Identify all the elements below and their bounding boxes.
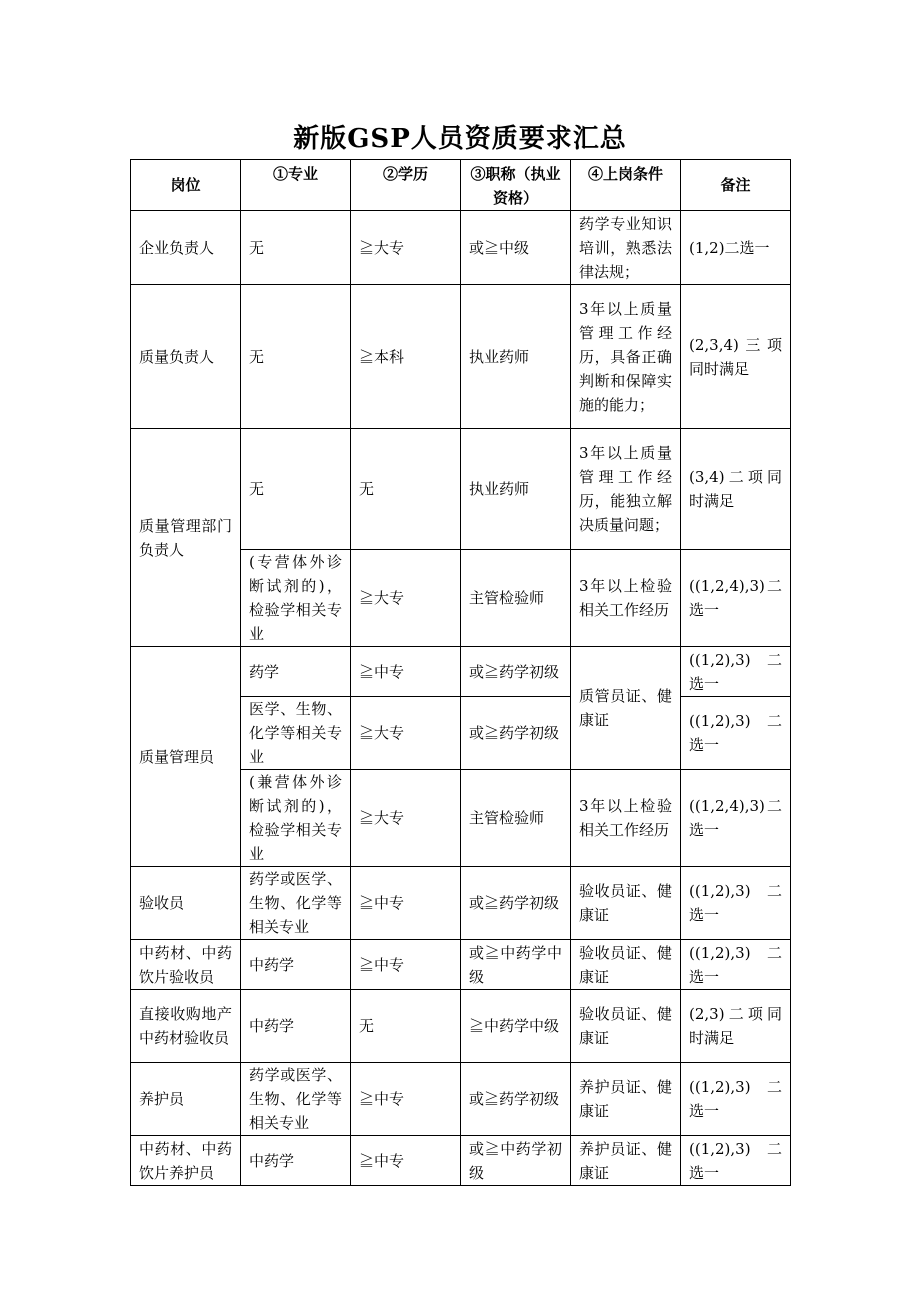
cell-title-qualification: 或≧药学初级	[461, 1063, 571, 1136]
table-row	[131, 647, 791, 697]
cell-title-qualification: 或≧药学初级	[461, 697, 571, 770]
header-row	[131, 160, 791, 211]
page-title: 新版GSP人员资质要求汇总	[293, 124, 627, 154]
cell-education: ≧大专	[351, 770, 461, 867]
table-row	[131, 990, 791, 1063]
qualification-table	[130, 159, 791, 1186]
cell-major: 无	[241, 429, 351, 550]
cell-major: 药学	[241, 647, 351, 697]
cell-conditions: 药学专业知识培训，熟悉法律法规；	[571, 211, 681, 285]
cell-post: 中药材、中药饮片验收员	[131, 940, 241, 990]
header-conditions: ④上岗条件	[571, 160, 681, 211]
header-major: ①专业	[241, 160, 351, 211]
cell-remarks: ((1,2,4),3)二选一	[681, 770, 791, 867]
cell-conditions: 验收员证、健康证	[571, 990, 681, 1063]
cell-conditions: 3年以上检验相关工作经历	[571, 770, 681, 867]
table-row	[131, 1136, 791, 1186]
header-education: ②学历	[351, 160, 461, 211]
cell-major: 无	[241, 211, 351, 285]
cell-conditions: 养护员证、健康证	[571, 1136, 681, 1186]
table-row	[131, 940, 791, 990]
table-row	[131, 429, 791, 550]
cell-major: 中药学	[241, 940, 351, 990]
cell-major: 无	[241, 285, 351, 429]
cell-post: 企业负责人	[131, 211, 241, 285]
cell-education: ≧中专	[351, 940, 461, 990]
table-row	[131, 867, 791, 940]
cell-post: 养护员	[131, 1063, 241, 1136]
cell-remarks: ((1,2),3) 二选一	[681, 697, 791, 770]
cell-major: (专营体外诊断试剂的)，检验学相关专业	[241, 550, 351, 647]
cell-education: ≧大专	[351, 550, 461, 647]
cell-conditions: 3年以上质量管理工作经历，具备正确判断和保障实施的能力；	[571, 285, 681, 429]
cell-conditions: 验收员证、健康证	[571, 940, 681, 990]
cell-post: 中药材、中药饮片养护员	[131, 1136, 241, 1186]
table-row	[131, 285, 791, 429]
cell-remarks: (2,3,4)三项同时满足	[681, 285, 791, 429]
cell-remarks: ((1,2,4),3)二选一	[681, 550, 791, 647]
cell-remarks: ((1,2),3) 二选一	[681, 867, 791, 940]
table-row	[131, 211, 791, 285]
cell-remarks: ((1,2),3) 二选一	[681, 647, 791, 697]
cell-title-qualification: 或≧中级	[461, 211, 571, 285]
cell-title-qualification: 或≧药学初级	[461, 867, 571, 940]
cell-title-qualification: ≧中药学中级	[461, 990, 571, 1063]
cell-education: ≧本科	[351, 285, 461, 429]
table-row	[131, 1063, 791, 1136]
cell-education: ≧中专	[351, 1063, 461, 1136]
cell-remarks: (2,3)二项同时满足	[681, 990, 791, 1063]
cell-major: 医学、生物、化学等相关专业	[241, 697, 351, 770]
cell-education: 无	[351, 429, 461, 550]
cell-education: ≧中专	[351, 647, 461, 697]
cell-title-qualification: 主管检验师	[461, 770, 571, 867]
cell-post: 质量管理员	[131, 647, 241, 867]
cell-major: 中药学	[241, 990, 351, 1063]
cell-remarks: ((1,2),3) 二选一	[681, 1063, 791, 1136]
cell-major: (兼营体外诊断试剂的)，检验学相关专业	[241, 770, 351, 867]
cell-remarks: (3,4)二项同时满足	[681, 429, 791, 550]
cell-title-qualification: 执业药师	[461, 429, 571, 550]
cell-title-qualification: 或≧药学初级	[461, 647, 571, 697]
cell-education: 无	[351, 990, 461, 1063]
cell-education: ≧大专	[351, 211, 461, 285]
cell-title-qualification: 或≧中药学中级	[461, 940, 571, 990]
header-post: 岗位	[131, 160, 241, 211]
cell-title-qualification: 或≧中药学初级	[461, 1136, 571, 1186]
cell-conditions: 质管员证、健康证	[571, 647, 681, 770]
cell-conditions: 验收员证、健康证	[571, 867, 681, 940]
cell-education: ≧大专	[351, 697, 461, 770]
header-remarks: 备注	[681, 160, 791, 211]
cell-conditions: 3年以上检验相关工作经历	[571, 550, 681, 647]
cell-remarks: ((1,2),3) 二选一	[681, 940, 791, 990]
cell-post: 质量管理部门负责人	[131, 429, 241, 647]
cell-education: ≧中专	[351, 867, 461, 940]
cell-major: 中药学	[241, 1136, 351, 1186]
cell-major: 药学或医学、生物、化学等相关专业	[241, 1063, 351, 1136]
cell-education: ≧中专	[351, 1136, 461, 1186]
cell-post: 验收员	[131, 867, 241, 940]
cell-post: 质量负责人	[131, 285, 241, 429]
cell-title-qualification: 执业药师	[461, 285, 571, 429]
cell-remarks: (1,2)二选一	[681, 211, 791, 285]
cell-remarks: ((1,2),3) 二选一	[681, 1136, 791, 1186]
cell-major: 药学或医学、生物、化学等相关专业	[241, 867, 351, 940]
header-title-qualification: ③职称（执业资格）	[461, 160, 571, 211]
cell-post: 直接收购地产中药材验收员	[131, 990, 241, 1063]
cell-title-qualification: 主管检验师	[461, 550, 571, 647]
cell-conditions: 养护员证、健康证	[571, 1063, 681, 1136]
cell-conditions: 3年以上质量管理工作经历，能独立解决质量问题；	[571, 429, 681, 550]
